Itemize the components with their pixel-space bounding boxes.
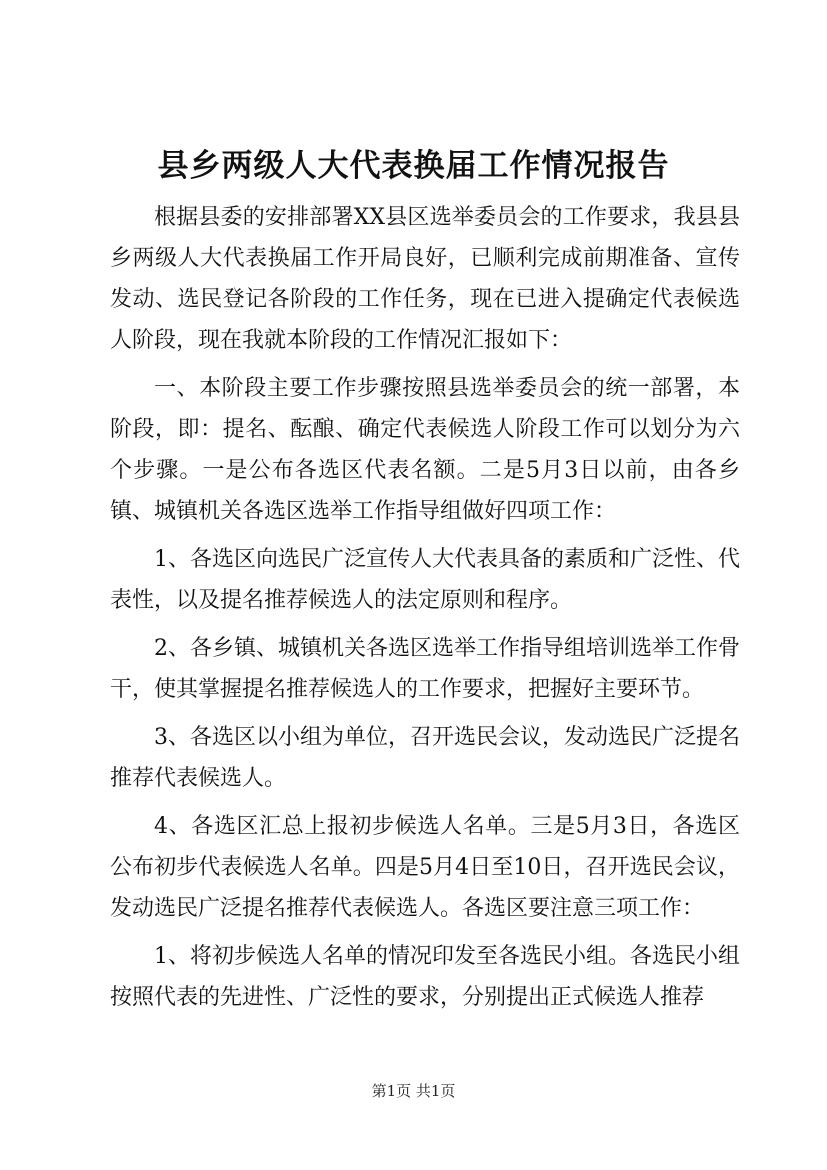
paragraph-intro: 根据县委的安排部署XX县区选举委员会的工作要求，我县县乡两级人大代表换届工作开局良好，已顺利完成前期准备、宣传发动、选民登记各阶段的工作任务，现在已进入提确定代表候选人阶段，现在我就本阶段的工作情况汇报如下：: [110, 205, 740, 353]
document-title: 县乡两级人大代表换届工作情况报告: [157, 148, 670, 184]
paragraph-step-1: 1、将初步候选人名单的情况印发至各选民小组。各选民小组按照代表的先进性、广泛性的要求，分别提出正式候选人推荐: [110, 944, 740, 1010]
page-number-footer: 第1页 共1页: [371, 1082, 456, 1100]
paragraph-item-2: 2、各乡镇、城镇机关各选区选举工作指导组培训选举工作骨干，使其掌握提名推荐候选人的工作要求，把握好主要环节。: [110, 636, 740, 702]
document-body: [110, 197, 740, 1020]
paragraph-item-1: 1、各选区向选民广泛宣传人大代表具备的素质和广泛性、代表性，以及提名推荐候选人的法定原则和程序。: [110, 547, 740, 613]
paragraph-item-3: 3、各选区以小组为单位，召开选民会议，发动选民广泛提名推荐代表候选人。: [110, 725, 740, 791]
paragraph-item-4: 4、各选区汇总上报初步候选人名单。三是5月3日，各选区公布初步代表候选人名单。四是5月4日至10日，召开选民会议，发动选民广泛提名推荐代表候选人。各选区要注意三项工作：: [110, 814, 740, 921]
paragraph-section-one: 一、本阶段主要工作步骤按照县选举委员会的统一部署，本阶段，即：提名、酝酿、确定代表候选人阶段工作可以划分为六个步骤。一是公布各选区代表名额。二是5月3日以前，由各乡镇、城镇机关各选区选举工作指导组做好四项工作：: [110, 376, 740, 524]
